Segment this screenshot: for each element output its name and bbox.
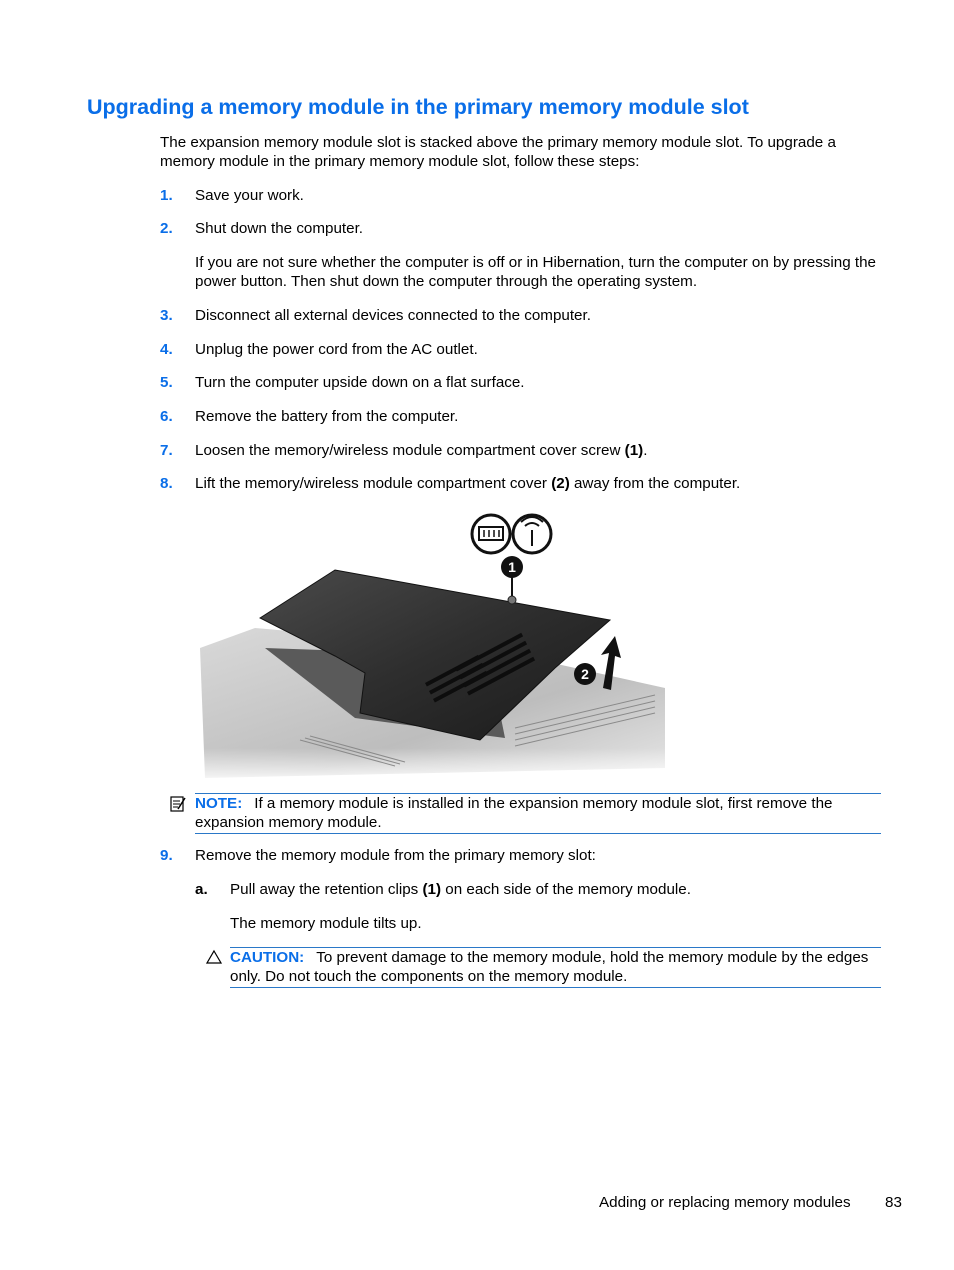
substep-detail: The memory module tilts up.	[230, 915, 422, 932]
step-detail: If you are not sure whether the computer is off or in Hibernation, turn the computer on by pressing the power button. Then shut down the computer through the operating system.	[195, 254, 876, 290]
caution-icon	[206, 949, 222, 965]
intro-paragraph: The expansion memory module slot is stacked above the primary memory module slot. To upgrade a memory module in the primary memory module slot, follow these steps:	[160, 134, 836, 170]
memory-icon	[472, 515, 510, 553]
note-icon	[169, 795, 187, 813]
page-title: Upgrading a memory module in the primary memory module slot	[87, 95, 749, 119]
caution-label: CAUTION:	[230, 949, 305, 966]
page-number: 83	[885, 1194, 902, 1211]
note-box	[195, 793, 881, 834]
callout-2: 2	[581, 666, 589, 682]
caution-text: To prevent damage to the memory module, hold the memory module by the edges only. Do not touch the components on the memory module.	[230, 949, 869, 985]
note-label: NOTE:	[195, 795, 243, 812]
compartment-cover-illustration	[195, 508, 675, 784]
footer-section-title: Adding or replacing memory modules	[599, 1194, 851, 1211]
note-text: If a memory module is installed in the expansion memory module slot, first remove the expansion memory module.	[195, 795, 833, 831]
callout-1: 1	[508, 559, 516, 575]
caution-box	[230, 947, 881, 988]
